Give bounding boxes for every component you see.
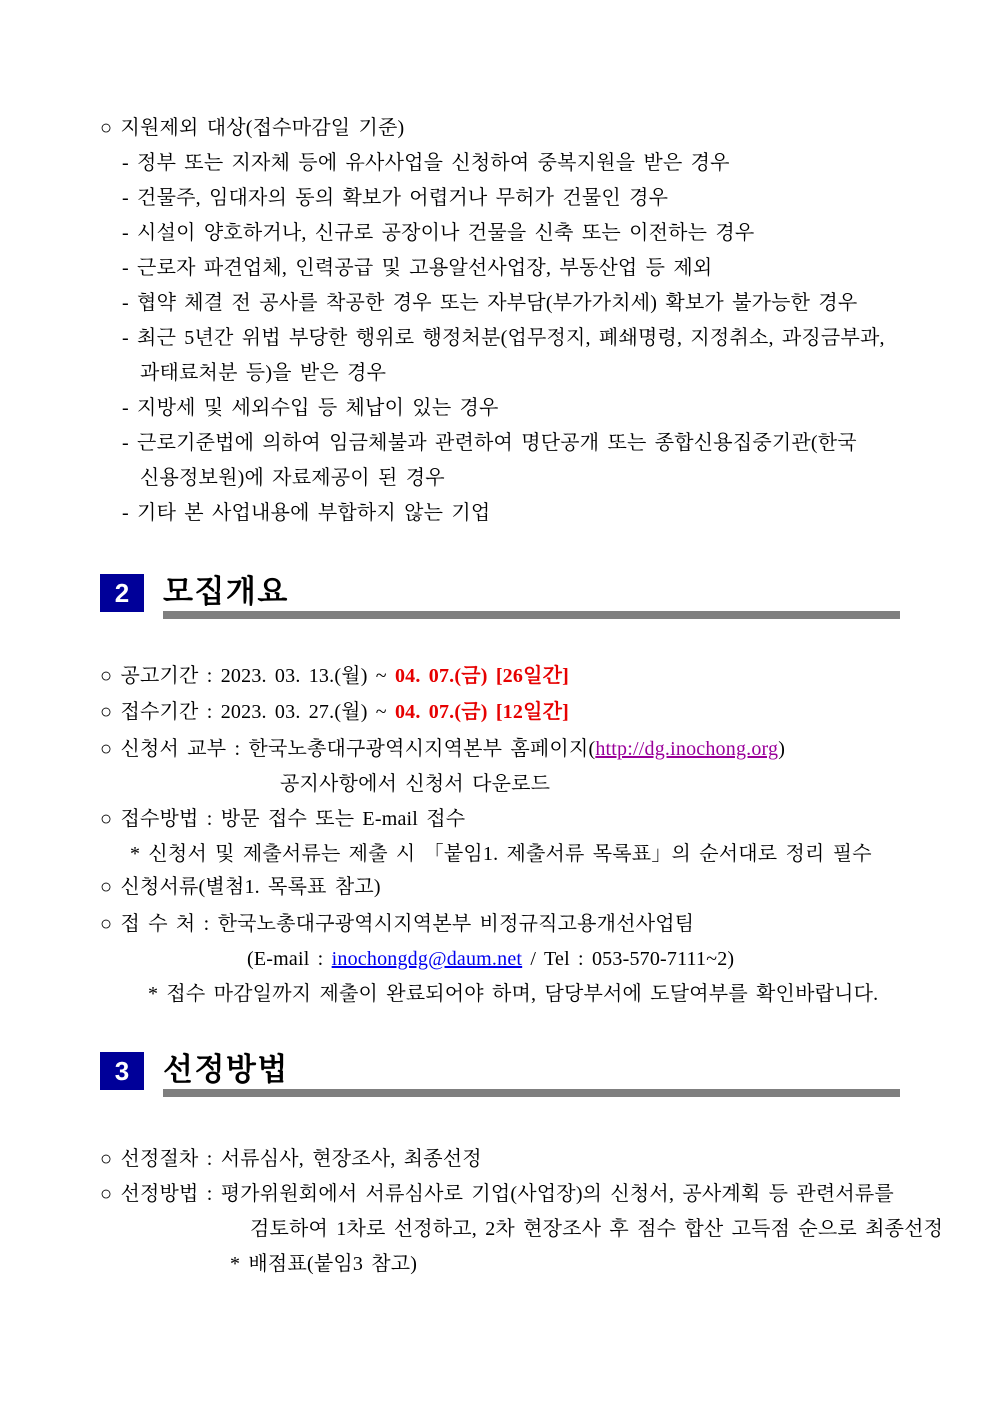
email-link[interactable]: inochongdg@daum.net <box>331 948 523 970</box>
method-note: * 신청서 및 제출서류는 제출 시 「붙임1. 제출서류 목록표」의 순서대로 정리 필수 <box>130 843 872 865</box>
scoring-table-note: * 배점표(붙임3 참고) <box>230 1253 418 1275</box>
reception-office-line: ○ 접 수 처 : 한국노총대구광역시지역본부 비정규직고용개선사업팀 <box>100 913 695 935</box>
section-3-underline-bar <box>163 1089 900 1097</box>
section-2-title: 모집개요 <box>163 574 289 609</box>
exclusion-item: - 시설이 양호하거나, 신규로 공장이나 건물을 신축 또는 이전하는 경우 <box>122 222 755 244</box>
download-note: 공지사항에서 신청서 다운로드 <box>280 773 551 795</box>
form-distribution-line <box>100 736 785 762</box>
contact-prefix: (E-mail : <box>247 948 332 970</box>
selection-method-line-2: 검토하여 1차로 선정하고, 2차 현장조사 후 점수 합산 고득점 순으로 최종선정 <box>250 1218 944 1240</box>
selection-method-line-1: ○ 선정방법 : 평가위원회에서 서류심사로 기업(사업장)의 신청서, 공사계획 등 관련서류를 <box>100 1183 894 1205</box>
apply-period-highlight: 04. 07.(금) [12일간] <box>394 701 569 723</box>
contact-suffix: / Tel : 053-570-7111~2) <box>522 948 735 970</box>
form-distribution-suffix: ) <box>778 738 786 760</box>
exclusion-item: - 정부 또는 지자체 등에 유사사업을 신청하여 중복지원을 받은 경우 <box>122 152 730 174</box>
homepage-link[interactable]: http://dg.inochong.org <box>595 738 779 760</box>
notice-period-highlight: 04. 07.(금) [26일간] <box>394 665 569 687</box>
deadline-note: * 접수 마감일까지 제출이 완료되어야 하며, 담당부서에 도달여부를 확인바랍니다. <box>148 983 879 1005</box>
exclusion-item: - 협약 체결 전 공사를 착공한 경우 또는 자부담(부가가치세) 확보가 불가능한 경우 <box>122 292 858 314</box>
section-2-underline-bar <box>163 611 900 619</box>
notice-period-prefix: ○ 공고기간 : 2023. 03. 13.(월) ~ <box>100 665 395 687</box>
apply-method-line: ○ 접수방법 : 방문 접수 또는 E-mail 접수 <box>100 808 466 830</box>
contact-line <box>247 946 734 972</box>
notice-period-line <box>100 663 569 689</box>
exclusion-item: - 근로기준법에 의하여 임금체불과 관련하여 명단공개 또는 종합신용집중기관(한국 <box>122 432 857 454</box>
exclusion-item: - 지방세 및 세외수입 등 체납이 있는 경우 <box>122 397 499 419</box>
form-distribution-prefix: ○ 신청서 교부 : 한국노총대구광역시지역본부 홈페이지( <box>100 738 596 760</box>
section-3-number-badge: 3 <box>100 1052 144 1090</box>
section-2-number-badge: 2 <box>100 574 144 612</box>
exclusion-item: - 최근 5년간 위법 부당한 행위로 행정처분(업무정지, 폐쇄명령, 지정취소, 과징금부과, <box>122 327 885 349</box>
exclusion-item: - 기타 본 사업내용에 부합하지 않는 기업 <box>122 502 491 524</box>
exclusion-item-continuation: 과태료처분 등)을 받은 경우 <box>140 362 387 384</box>
exclusion-heading: ○ 지원제외 대상(접수마감일 기준) <box>100 117 405 139</box>
exclusion-item: - 근로자 파견업체, 인력공급 및 고용알선사업장, 부동산업 등 제외 <box>122 257 713 279</box>
section-3-title: 선정방법 <box>163 1052 289 1087</box>
required-docs-line: ○ 신청서류(별첨1. 목록표 참고) <box>100 876 381 898</box>
selection-procedure-line: ○ 선정절차 : 서류심사, 현장조사, 최종선정 <box>100 1148 482 1170</box>
exclusion-item: - 건물주, 임대자의 동의 확보가 어렵거나 무허가 건물인 경우 <box>122 187 669 209</box>
apply-period-line <box>100 699 569 725</box>
exclusion-item-continuation: 신용정보원)에 자료제공이 된 경우 <box>140 467 445 489</box>
apply-period-prefix: ○ 접수기간 : 2023. 03. 27.(월) ~ <box>100 701 395 723</box>
